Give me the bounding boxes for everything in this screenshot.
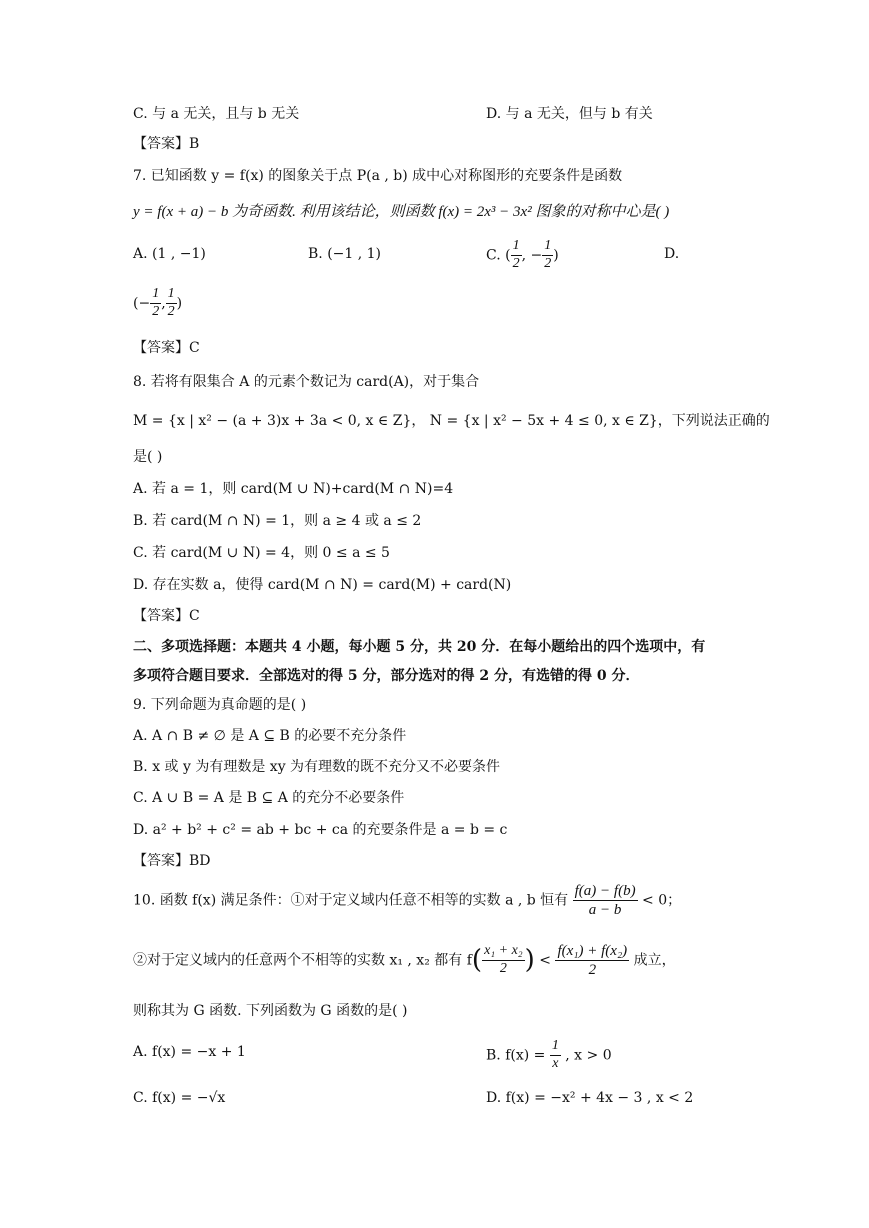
q10-stem-line3: 则称其为 G 函数. 下列函数为 G 函数的是( ) bbox=[133, 1003, 408, 1019]
section2-heading-line1: 二、多项选择题：本题共 4 小题，每小题 5 分，共 20 分．在每小题给出的四个选项中，有 bbox=[133, 639, 706, 655]
q8-stem-line1: 8. 若将有限集合 A 的元素个数记为 card(A)，对于集合 bbox=[133, 374, 480, 390]
q8-stem-line3: 是( ) bbox=[133, 449, 163, 465]
q10-option-b: B. f(x) = $\frac{1}{x}$ , x > 0 bbox=[486, 1038, 612, 1071]
q7-option-d-label: D. bbox=[664, 246, 680, 262]
q8-option-d: D. 存在实数 a，使得 card(M ∩ N) = card(M) + card(N) bbox=[133, 577, 512, 593]
q6-answer: 【答案】B bbox=[133, 136, 200, 152]
q8-option-b: B. 若 card(M ∩ N) = 1，则 a ≥ 4 或 a ≤ 2 bbox=[133, 513, 422, 529]
q10-stem-line2: ②对于定义域内的任意两个不相等的实数 x₁ , x₂ 都有 f( $\frac{\text{x₁ + x₂}}{2}$ ) < $\frac{\text{f(x₁) + f(x₂)}}{2}$ 成立， bbox=[133, 943, 676, 978]
section2-heading-line2: 多项符合题目要求．全部选对的得 5 分，部分选对的得 2 分，有选错的得 0 分． bbox=[133, 668, 640, 684]
q7-option-c: C. ( $\frac{1}{2}$ , − $\frac{1}{2}$ ) bbox=[486, 238, 559, 271]
q8-option-a: A. 若 a = 1，则 card(M ∪ N)+card(M ∩ N)=4 bbox=[133, 481, 454, 497]
q9-option-b: B. x 或 y 为有理数是 xy 为有理数的既不充分又不必要条件 bbox=[133, 759, 501, 775]
q7-option-a: A. (1 , −1) bbox=[133, 246, 206, 262]
q7-option-d-value: (− $\frac{1}{2}$ , $\frac{1}{2}$ ) bbox=[133, 286, 183, 319]
q7-option-b: B. (−1 , 1) bbox=[308, 246, 382, 262]
q7-stem-line2: y = f(x + a) − b 为奇函数. 利用该结论，则函数 f(x) = 2x³ − 3x² 图象的对称中心是( ) bbox=[133, 204, 670, 220]
q10-option-c: C. f(x) = −√x bbox=[133, 1090, 226, 1106]
q8-option-c: C. 若 card(M ∪ N) = 4，则 0 ≤ a ≤ 5 bbox=[133, 545, 390, 561]
q10-option-a: A. f(x) = −x + 1 bbox=[133, 1044, 246, 1060]
q10-stem-line1: 10. 函数 f(x) 满足条件：①对于定义域内任意不相等的实数 a , b 恒有 $\frac{f(a) - f(b)}{a - b}$ < 0； bbox=[133, 883, 682, 918]
q9-option-c: C. A ∪ B = A 是 B ⊆ A 的充分不必要条件 bbox=[133, 790, 405, 806]
q10-option-d: D. f(x) = −x² + 4x − 3 , x < 2 bbox=[486, 1090, 694, 1106]
q7-answer: 【答案】C bbox=[133, 340, 200, 356]
q8-answer: 【答案】C bbox=[133, 608, 200, 624]
q9-option-d: D. a² + b² + c² = ab + bc + ca 的充要条件是 a = b = c bbox=[133, 822, 508, 838]
q7-stem-line1: 7. 已知函数 y = f(x) 的图象关于点 P(a , b) 成中心对称图形的充要条件是函数 bbox=[133, 168, 623, 184]
q9-stem: 9. 下列命题为真命题的是( ) bbox=[133, 697, 307, 713]
q8-stem-line2: M = {x | x² − (a + 3)x + 3a < 0, x ∈ Z}， N = {x | x² − 5x + 4 ≤ 0, x ∈ Z}，下列说法正确的 bbox=[133, 413, 770, 429]
q9-answer: 【答案】BD bbox=[133, 853, 211, 869]
q9-option-a: A. A ∩ B ≠ ∅ 是 A ⊆ B 的必要不充分条件 bbox=[133, 728, 407, 744]
q6-option-d: D. 与 a 无关，但与 b 有关 bbox=[486, 106, 653, 122]
q6-option-c: C. 与 a 无关，且与 b 无关 bbox=[133, 106, 300, 122]
